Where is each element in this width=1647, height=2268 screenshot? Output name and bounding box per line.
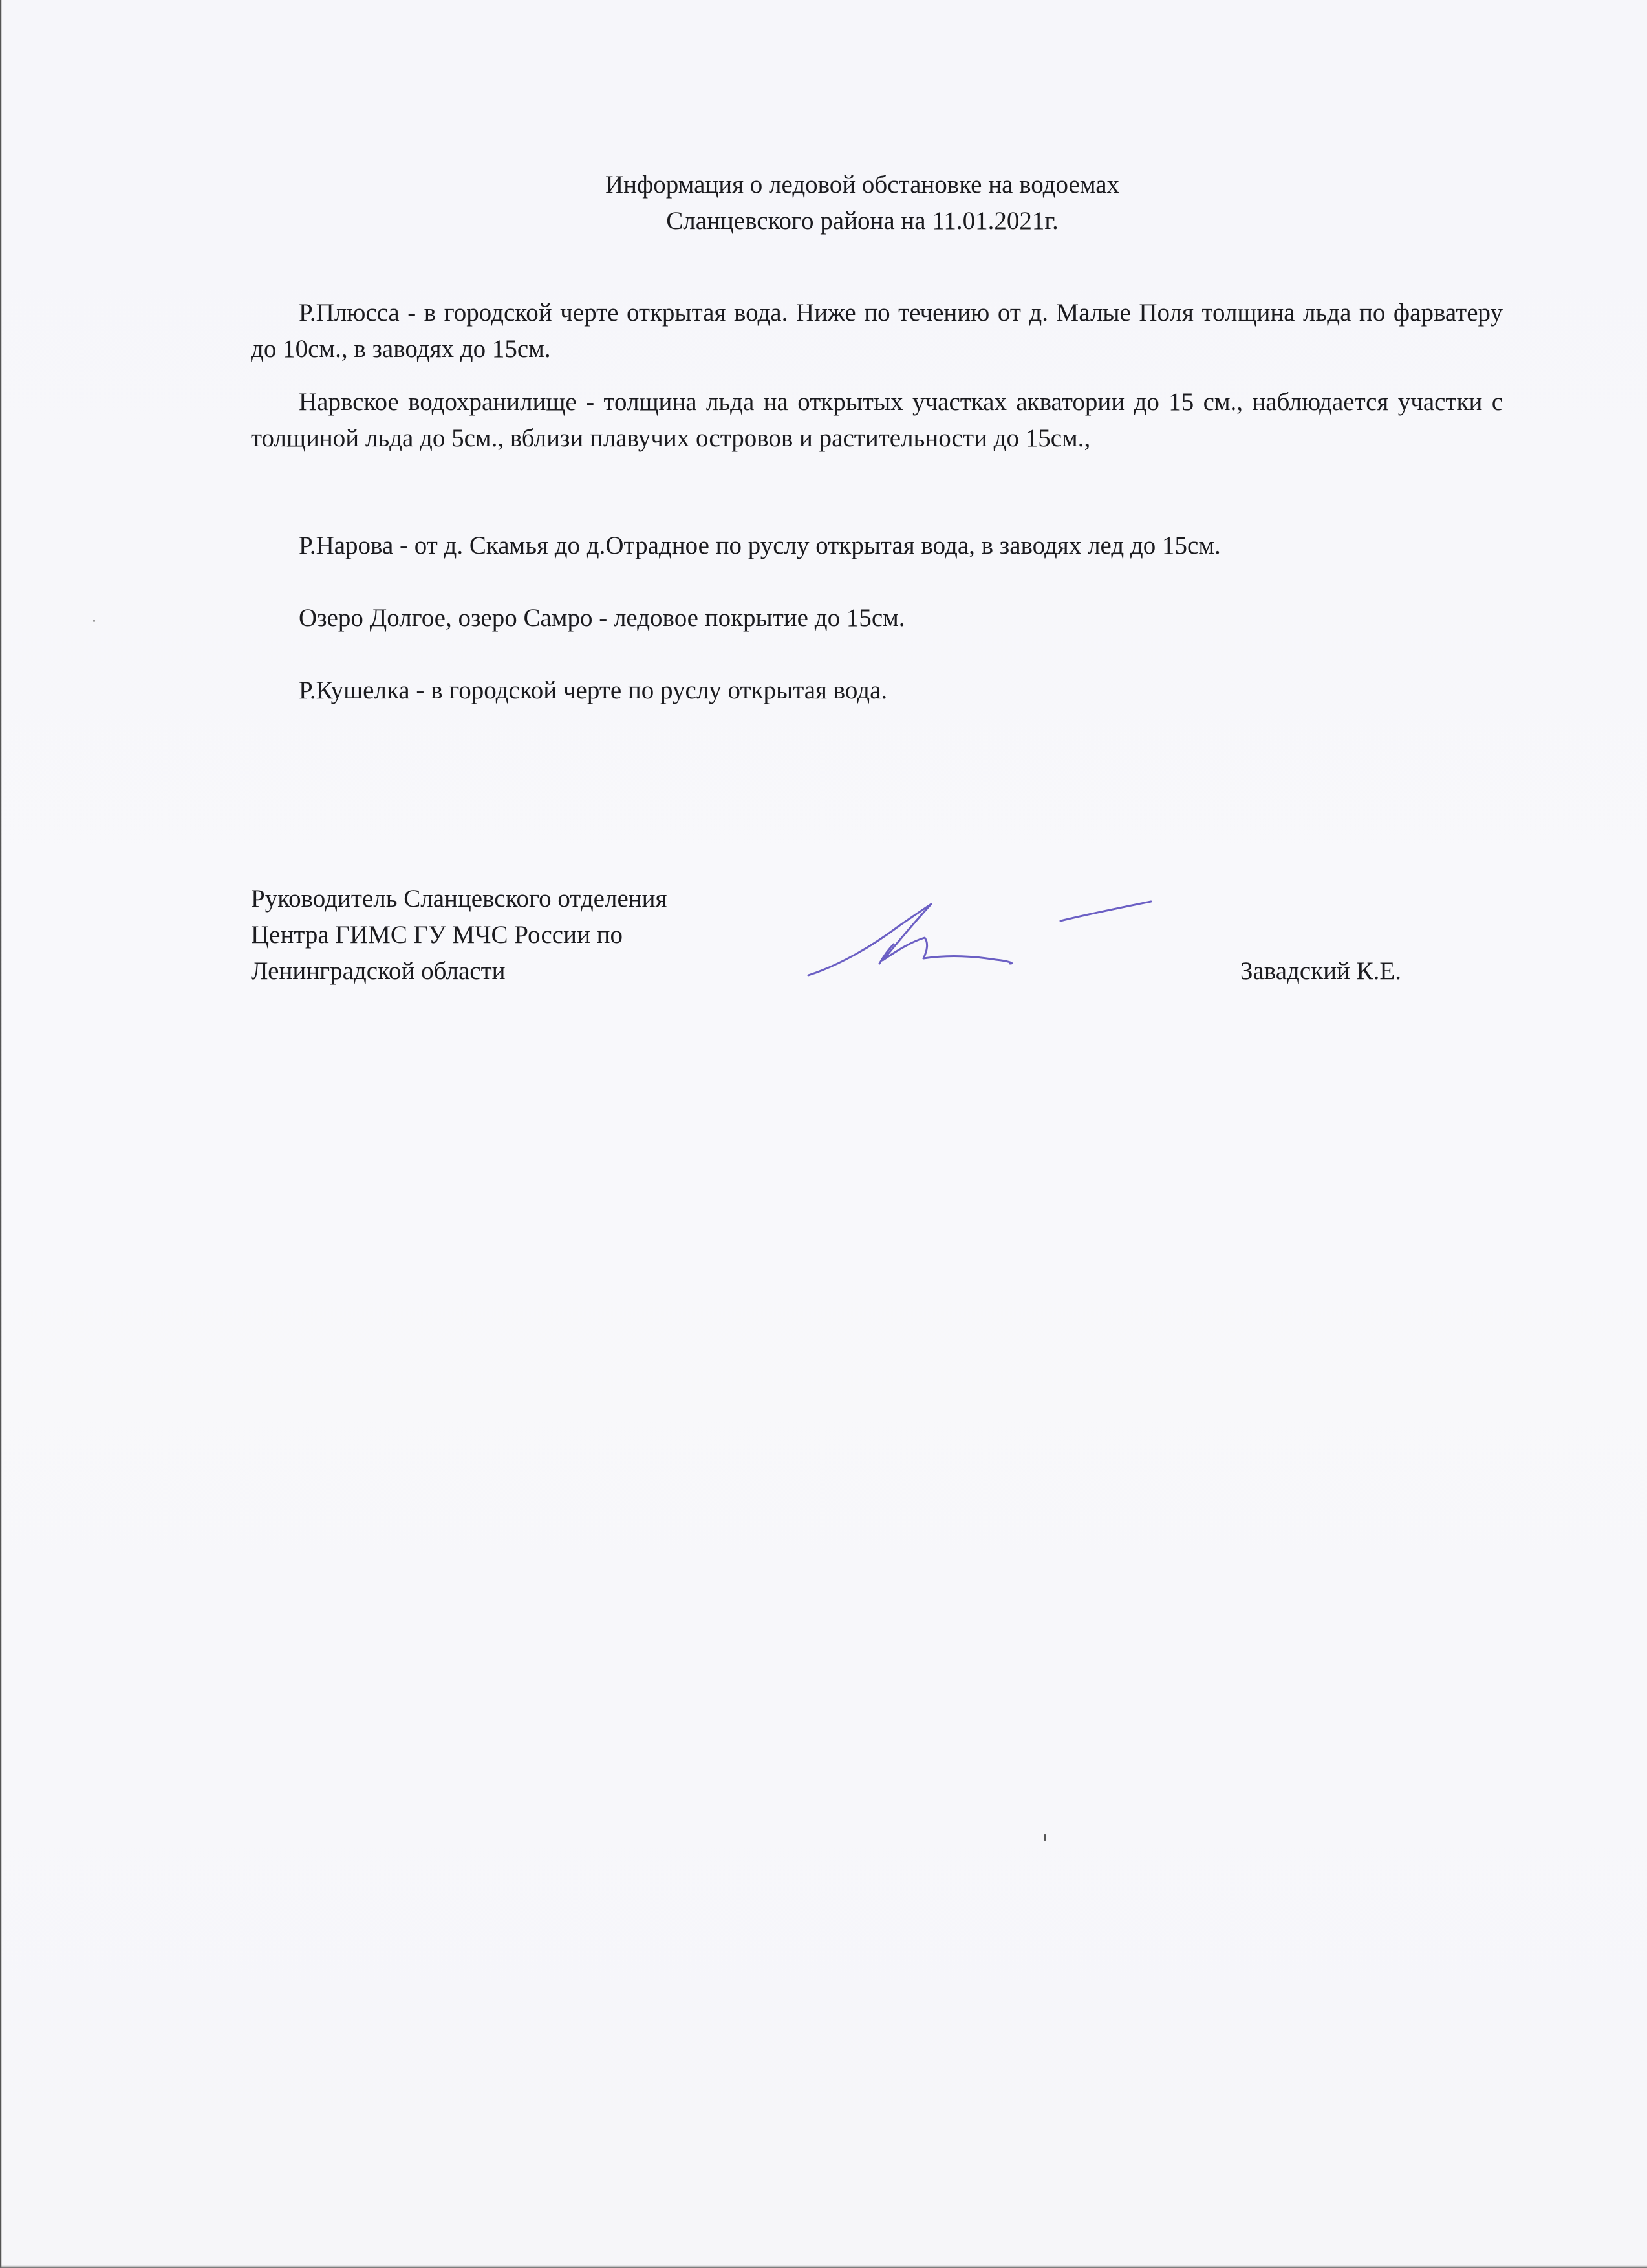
signatory-line-3: Ленинградской области	[251, 957, 506, 985]
scan-edge-left	[0, 0, 2, 2268]
document-title-line-2: Сланцевского района на 11.01.2021г.	[666, 207, 1059, 235]
paragraph-narova	[251, 528, 1503, 564]
signatory-name: Завадский К.Е.	[1240, 957, 1401, 985]
paragraph-text: Р.Кушелка - в городской черте по руслу открытая вода.	[299, 676, 888, 704]
signatory-position	[251, 881, 667, 989]
paragraph-kushelka	[251, 673, 1503, 709]
signatory-line-2: Центра ГИМС ГУ МЧС России по	[251, 921, 623, 949]
paragraph-text: Р.Плюсса - в городской черте открытая вода. Ниже по течению от д. Малые Поля толщина льда по фарватеру до 10см., в заводях до 15см.	[251, 299, 1503, 363]
handwritten-signature	[802, 892, 1164, 989]
paragraph-lakes	[251, 600, 1503, 636]
scan-speck	[93, 620, 95, 622]
paragraph-narva-reservoir	[251, 384, 1503, 457]
scan-edge-bottom	[0, 2265, 1647, 2268]
scan-speck	[1044, 1834, 1046, 1841]
paragraph-text: Нарвское водохранилище - толщина льда на открытых участках акватории до 15 см., наблюдается участки с толщиной льда до 5см., вблизи плавучих островов и растительности до 15см.,	[251, 388, 1503, 452]
signatory-line-1: Руководитель Сланцевского отделения	[251, 885, 667, 913]
paragraph-plyussa	[251, 295, 1503, 367]
paragraph-text: Озеро Долгое, озеро Самро - ледовое покрытие до 15см.	[299, 604, 905, 632]
document-title-line-1: Информация о ледовой обстановке на водоемах	[605, 171, 1120, 199]
paragraph-text: Р.Нарова - от д. Скамья до д.Отрадное по руслу открытая вода, в заводях лед до 15см.	[299, 532, 1221, 559]
